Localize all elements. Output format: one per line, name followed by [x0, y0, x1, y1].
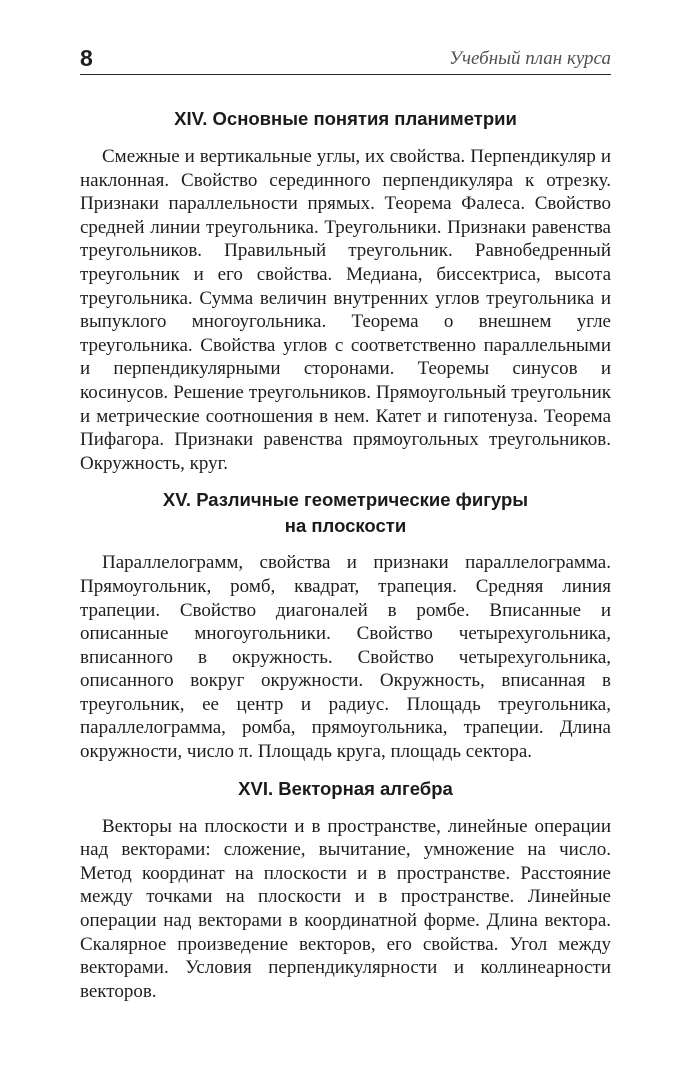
section-body: Векторы на плоскости и в пространстве, линейные операции над векторами: сложение, вычитание, умножение на число. Метод координат на плоскости и в пространстве. Расстояние между точками на плоскости и в пространстве. Линейные операции над векторами в координатной форме. Длина вектора. Скалярное произведение векторов, его свойства. Угол между векторами. Условия перпендикулярности и коллинеарности векторов. [80, 815, 611, 1002]
page-content [80, 106, 611, 1003]
section-heading [80, 776, 611, 802]
section-heading [80, 106, 611, 132]
section-title: Различные геометрические фигуры [196, 489, 529, 511]
running-header [80, 44, 611, 75]
section-body: Параллелограмм, свойства и признаки параллелограмма. Прямоугольник, ромб, квадрат, трапеция. Средняя линия трапеции. Свойство диагоналей в ромбе. Вписанные и описанные многоугольники. Свойство четырехугольника, вписанного в окружность. Свойство четырехугольника, описанного вокруг окружности. Окружность, вписанная в треугольник, ее центр и радиус. Площадь треугольника, параллелограмма, ромба, прямоугольника, трапеции. Длина окружности, число π. Площадь круга, площадь сектора. [80, 552, 611, 763]
section-number: XIV. [174, 108, 208, 129]
section-title: Основные понятия планиметрии [212, 108, 517, 129]
section-plane-figures [80, 487, 611, 763]
section-planimetry [80, 106, 611, 475]
section-title: Векторная алгебра [278, 777, 453, 799]
section-heading-line-2: на плоскости [284, 515, 407, 537]
running-title: Учебный план курса [449, 48, 611, 69]
section-number: XV. [162, 489, 192, 511]
section-number: XVI. [238, 777, 274, 799]
section-body: Смежные и вертикальные углы, их свойства. Перпендикуляр и наклонная. Свойство серединного перпендикуляра к отрезку. Признаки параллельности прямых. Теорема Фалеса. Свойство средней линии треугольника. Треугольники. Признаки равенства треугольников. Правильный треугольник. Равнобедренный треугольник и его свойства. Медиана, биссектриса, высота треугольника. Сумма величин внутренних углов треугольника и выпуклого многоугольника. Теорема о внешнем угле треугольника. Свойства углов с соответственно параллельными и перпендикулярными сторонами. Теоремы синусов и косинусов. Решение треугольников. Прямоугольный треугольник и метрические соотношения в нем. Катет и гипотенуза. Теорема Пифагора. Признаки равенства прямоугольных треугольников. Окружность, круг. [80, 146, 611, 474]
page-number: 8 [80, 45, 93, 71]
section-vector-algebra [80, 776, 611, 1004]
section-heading-line-1 [80, 487, 611, 513]
section-heading [80, 487, 611, 539]
